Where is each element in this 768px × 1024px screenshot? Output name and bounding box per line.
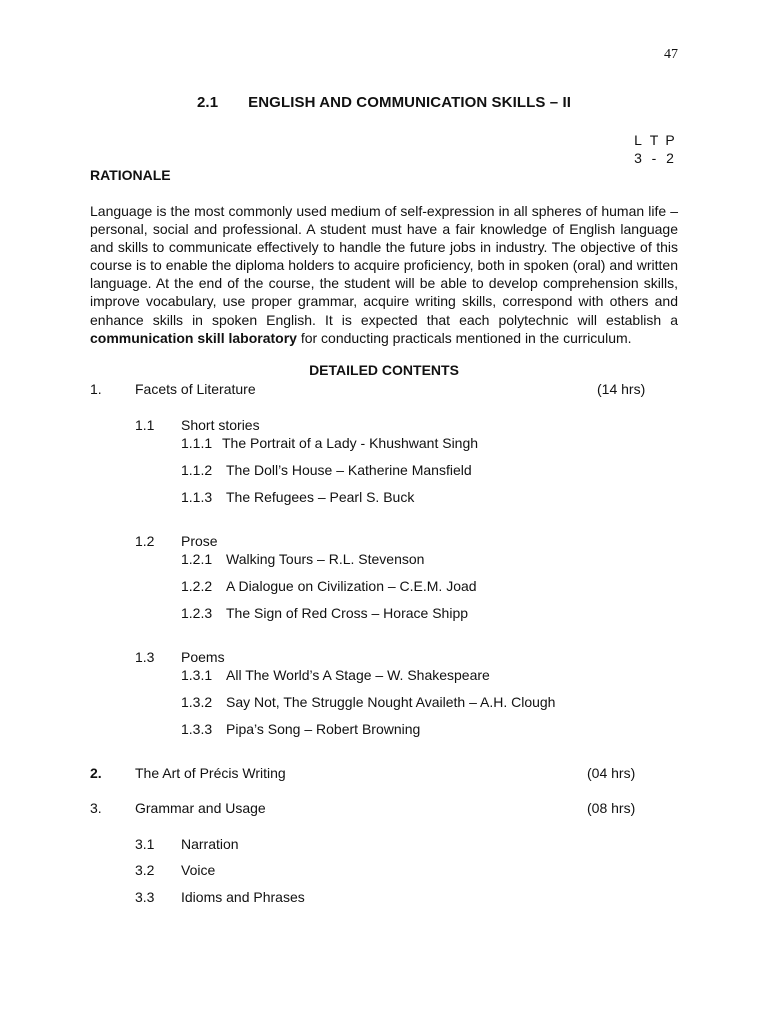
rationale-bold-text: communication skill laboratory <box>90 329 297 346</box>
unit-1-hours: (14 hrs) <box>597 381 646 397</box>
section-3-1-title: Narration <box>181 836 239 852</box>
unit-2-title: The Art of Précis Writing <box>135 765 286 781</box>
unit-2-number: 2. <box>90 765 102 781</box>
item-1-1-2-number: 1.1.2 <box>181 462 213 478</box>
item-1-1-1-title: The Portrait of a Lady - Khushwant Singh <box>222 435 479 451</box>
unit-3-title: Grammar and Usage <box>135 800 266 816</box>
rationale-heading: RATIONALE <box>90 167 171 183</box>
item-1-2-2-title: A Dialogue on Civilization – C.E.M. Joad <box>226 578 477 594</box>
item-1-2-2-number: 1.2.2 <box>181 578 213 594</box>
item-1-3-2-number: 1.3.2 <box>181 694 213 710</box>
unit-3-number: 3. <box>90 800 102 816</box>
section-1-3-number: 1.3 <box>135 649 155 665</box>
ltp-header-t: T <box>649 132 659 148</box>
item-1-1-1-number: 1.1.1 <box>181 435 213 451</box>
item-1-2-1-number: 1.2.1 <box>181 551 213 567</box>
section-1-3-title: Poems <box>181 649 225 665</box>
section-1-1-title: Short stories <box>181 417 260 433</box>
rationale-text-part1: Language is the most commonly used medium of self-expression in all spheres of human life – personal, social and professional. A student must have a fair knowledge of English language and skills to communicate effectively to handle the future jobs in industry. The objective of this course is to enable the diploma holders to acquire proficiency, both in spoken (oral) and written language. At the end of the course, the student will be able to develop comprehension skills, improve vocabulary, use proper grammar, acquire writing skills, correspond with others and enhance skills in spoken English. It is expected that each polytechnic will establish a <box>90 203 678 328</box>
section-3-2-title: Voice <box>181 862 216 878</box>
title-text: ENGLISH AND COMMUNICATION SKILLS – II <box>248 94 572 111</box>
ltp-header-p: P <box>665 132 675 148</box>
unit-2-hours: (04 hrs) <box>587 765 636 781</box>
ltp-header-l: L <box>634 132 642 148</box>
item-1-3-3-title: Pipa’s Song – Robert Browning <box>226 721 421 737</box>
ltp-value-p: 2 <box>666 150 674 166</box>
unit-3-hours: (08 hrs) <box>587 800 636 816</box>
item-1-2-3-number: 1.2.3 <box>181 605 213 621</box>
ltp-value-l: 3 <box>634 150 642 166</box>
item-1-2-1-title: Walking Tours – R.L. Stevenson <box>226 551 425 567</box>
ltp-values-row <box>630 149 678 167</box>
item-1-2-3-title: The Sign of Red Cross – Horace Shipp <box>226 605 469 621</box>
item-1-1-3-number: 1.1.3 <box>181 489 213 505</box>
item-1-3-2-title: Say Not, The Struggle Nought Availeth – A.H. Clough <box>226 694 556 710</box>
item-1-1-2-title: The Doll’s House – Katherine Mansfield <box>226 462 472 478</box>
section-3-2-number: 3.2 <box>135 862 155 878</box>
item-1-1-3-title: The Refugees – Pearl S. Buck <box>226 489 415 505</box>
section-1-2-title: Prose <box>181 533 218 549</box>
unit-1-title: Facets of Literature <box>135 381 256 397</box>
item-1-3-3-number: 1.3.3 <box>181 721 213 737</box>
unit-1-number: 1. <box>90 381 102 397</box>
rationale-paragraph <box>90 202 678 347</box>
section-1-2-number: 1.2 <box>135 533 155 549</box>
page-number: 47 <box>664 47 678 62</box>
section-3-3-title: Idioms and Phrases <box>181 889 305 905</box>
item-1-3-1-number: 1.3.1 <box>181 667 213 683</box>
section-1-1-number: 1.1 <box>135 417 155 433</box>
item-1-3-1-title: All The World’s A Stage – W. Shakespeare <box>226 667 490 683</box>
ltp-block <box>630 131 678 167</box>
detailed-contents-heading: DETAILED CONTENTS <box>309 362 459 378</box>
ltp-header-row <box>630 131 678 149</box>
page-title <box>0 94 768 111</box>
ltp-value-t: - <box>651 150 657 166</box>
section-3-1-number: 3.1 <box>135 836 155 852</box>
title-number: 2.1 <box>196 94 219 111</box>
rationale-text-part2: for conducting practicals mentioned in the curriculum. <box>296 329 632 346</box>
section-3-3-number: 3.3 <box>135 889 155 905</box>
